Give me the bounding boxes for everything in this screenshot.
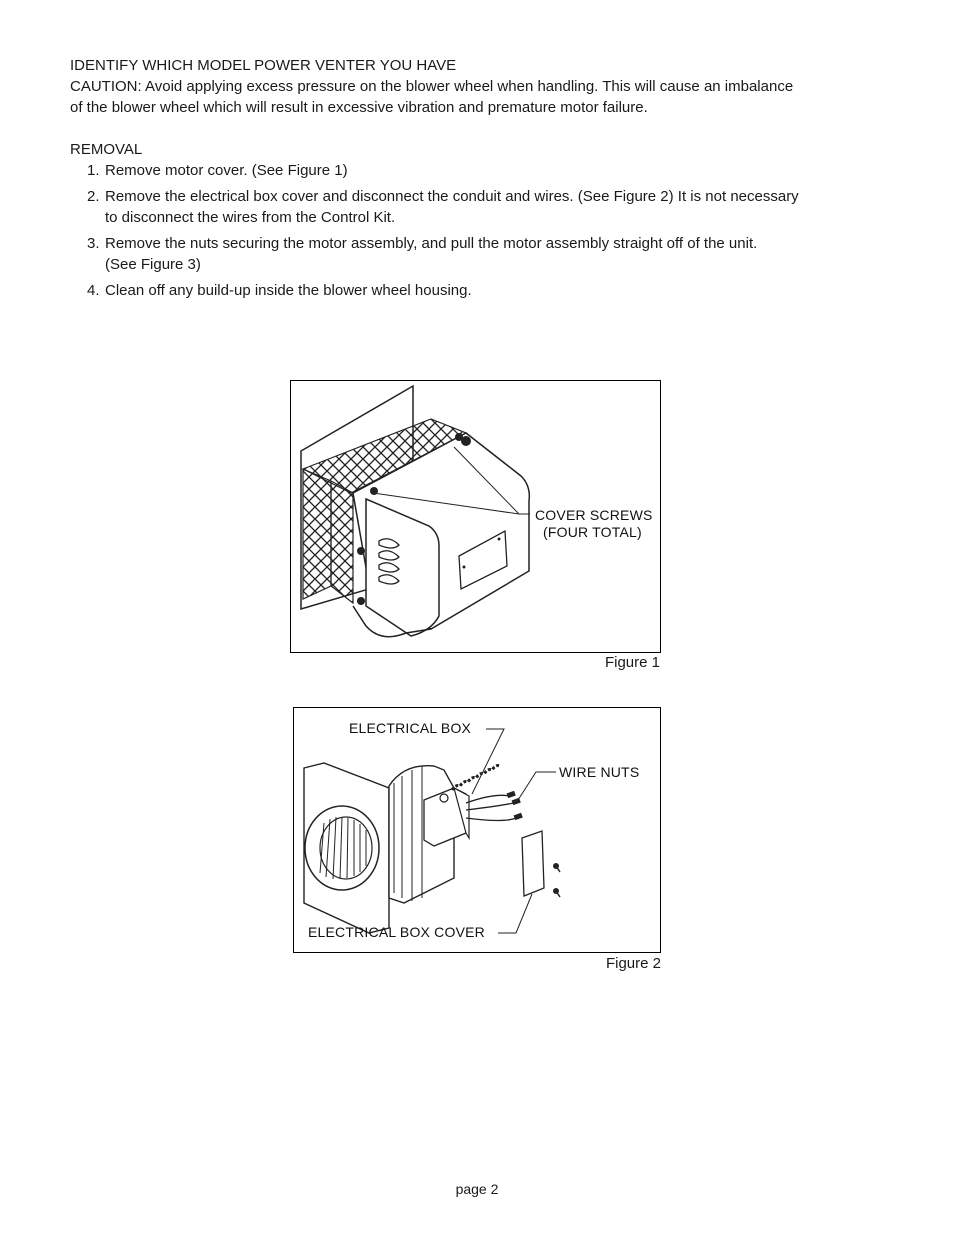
step-number: 4. (87, 282, 100, 299)
step-text: Clean off any build-up inside the blower wheel housing. (105, 282, 472, 299)
step-4 (70, 280, 850, 301)
caution-line-2: of the blower wheel which will result in excessive vibration and premature motor failure. (70, 99, 648, 116)
step-text-continued: (See Figure 3) (105, 256, 201, 273)
step-number: 2. (87, 188, 100, 205)
removal-steps (70, 160, 850, 301)
figure-2-illustration (294, 708, 660, 952)
step-1 (70, 160, 850, 181)
step-2 (70, 186, 850, 228)
step-text: Remove the nuts securing the motor assembly, and pull the motor assembly straight off of the unit. (105, 235, 758, 252)
figure-1-caption: Figure 1 (604, 654, 660, 671)
step-number: 3. (87, 235, 100, 252)
step-text: Remove the electrical box cover and disconnect the conduit and wires. (See Figure 2) It is not necessary (105, 188, 799, 205)
model-heading: IDENTIFY WHICH MODEL POWER VENTER YOU HAVE (70, 57, 457, 74)
instructions-text (70, 55, 850, 306)
cover-screws-text: COVER SCREWS (535, 507, 653, 523)
four-total-text: (FOUR TOTAL) (543, 524, 642, 540)
removal-heading: REMOVAL (70, 141, 143, 158)
step-text: Remove motor cover. (See Figure 1) (105, 162, 348, 179)
step-3 (70, 233, 850, 275)
electrical-box-label: ELECTRICAL BOX (349, 720, 472, 736)
figure-2 (293, 707, 661, 953)
cover-screws-label (535, 507, 653, 541)
caution-line-1: CAUTION: Avoid applying excess pressure on the blower wheel when handling. This will cause an imbalance (70, 78, 794, 95)
electrical-box-cover-label: ELECTRICAL BOX COVER (308, 924, 485, 940)
step-number: 1. (87, 162, 100, 179)
figure-2-caption: Figure 2 (605, 955, 661, 972)
page-number: page 2 (455, 1181, 499, 1197)
figure-1 (290, 380, 661, 653)
wire-nuts-label: WIRE NUTS (559, 764, 640, 780)
step-text-continued: to disconnect the wires from the Control Kit. (105, 209, 396, 226)
